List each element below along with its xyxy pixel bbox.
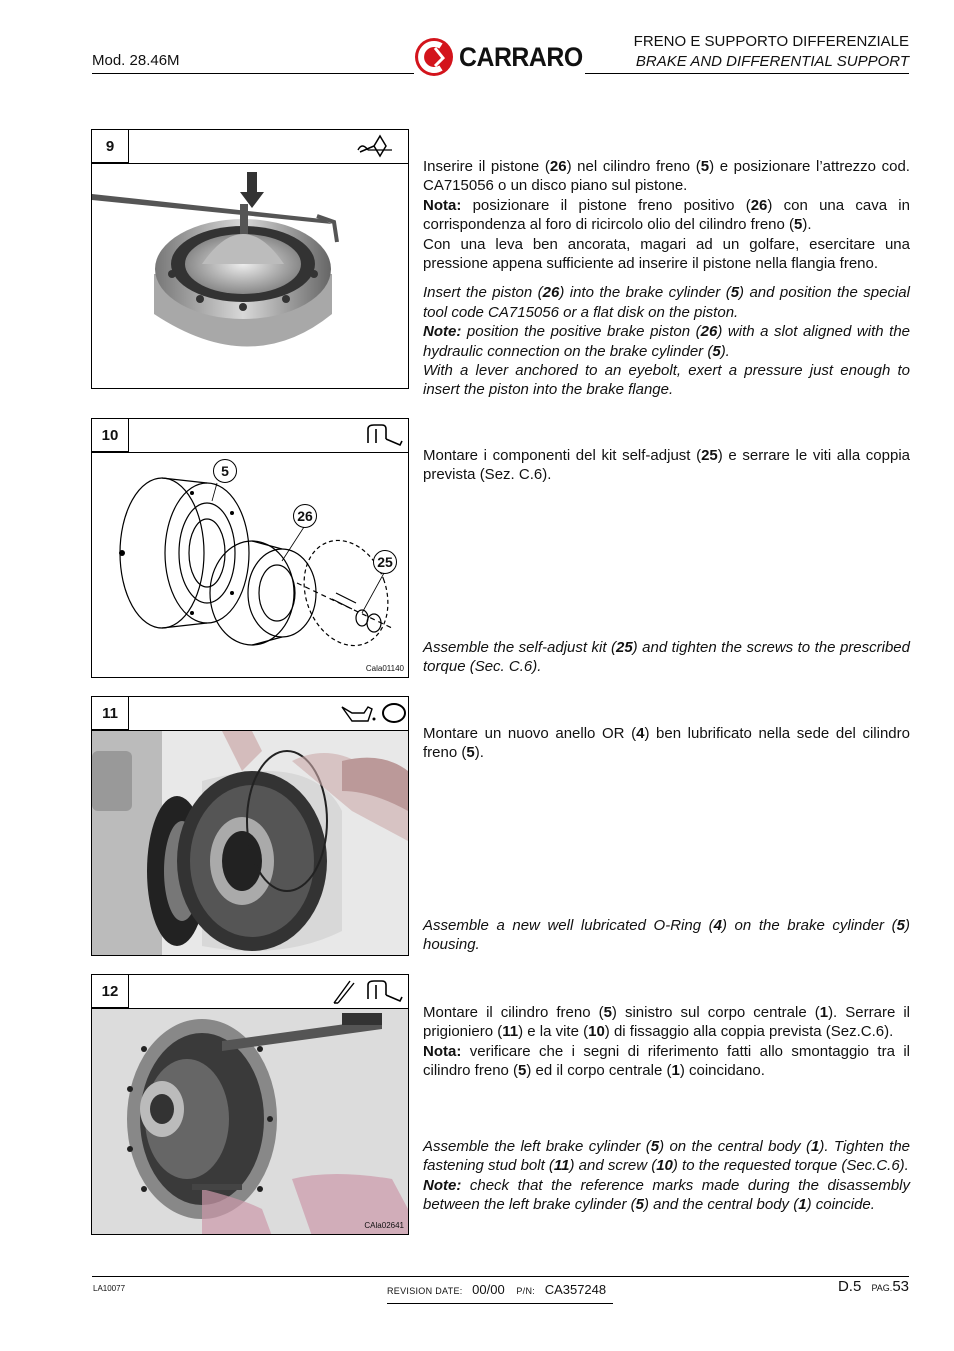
torque-wrench-icon (362, 421, 408, 451)
revision-value: 00/00 (472, 1282, 505, 1297)
step-11-text-en (423, 916, 910, 955)
brand-name: CARRARO (459, 42, 583, 72)
step-9-figure (91, 129, 409, 389)
page-label: PAG. (871, 1283, 893, 1293)
image-code: CAla02641 (364, 1221, 404, 1230)
step-9-en-2: Note: position the positive brake piston (26) with a slot aligned with the hydraulic connection on the brake cylinder (5). (423, 323, 910, 360)
screwdriver-icon (334, 981, 354, 1003)
revision-label: REVISION DATE: (387, 1286, 463, 1296)
brake-cylinder-photo (92, 164, 408, 388)
model-label: Mod. 28.46M (92, 52, 180, 69)
press-tool-icon (348, 132, 408, 162)
step-9-it-3: Con una leva ben ancorata, magari ad un golfare, esercitare una pressione appena sufficiente ad inserire il pistone nella flangia freno. (423, 235, 910, 273)
step-11-figure (91, 696, 409, 956)
callout-25: 25 (373, 550, 397, 574)
step-12-it-2: Nota: verificare che i segni di riferimento fatti allo smontaggio tra il cilindro freno (5) ed il corpo centrale (1) coincidano. (423, 1042, 910, 1080)
title-english: BRAKE AND DIFFERENTIAL SUPPORT (635, 53, 909, 70)
torque-wrench-icon (328, 977, 408, 1007)
step-10-figure (91, 418, 409, 678)
oil-can-icon (338, 699, 408, 729)
step-number: 10 (92, 419, 129, 452)
step-11-photo (92, 730, 408, 955)
header-rule-right (585, 73, 909, 74)
step-12-it-1: Montare il cilindro freno (5) sinistro sul corpo centrale (1). Serrare il prigioniero (11) e la vite (10) di fissaggio alla coppia prevista (Sez.C.6). (423, 1004, 910, 1041)
step-10-en-1: Assemble the self-adjust kit (25) and tighten the screws to the prescribed torque (Sec. C.6). (423, 639, 910, 676)
step-12-photo (92, 1008, 408, 1234)
step-9-it-1: Inserire il pistone (26) nel cilindro freno (5) e posizionare l’attrezzo cod. CA715056 o un disco piano sul pistone. (423, 158, 910, 195)
step-9-en-1: Insert the piston (26) into the brake cylinder (5) and position the special tool code CA715056 or a flat disk on the piston. (423, 284, 910, 321)
step-11-en-1: Assemble a new well lubricated O-Ring (4) on the brake cylinder (5) housing. (423, 917, 910, 954)
step-9-en-3: With a lever anchored to an eyebolt, exert a pressure just enough to insert the piston into the brake flange. (423, 362, 910, 399)
callout-26: 26 (293, 504, 317, 528)
image-code: Cala01140 (365, 664, 404, 673)
page-title (634, 32, 909, 72)
title-italian: FRENO E SUPPORTO DIFFERENZIALE (633, 33, 909, 50)
carraro-logo-icon (413, 36, 455, 78)
carraro-logo (413, 36, 593, 78)
footer-rule (92, 1276, 909, 1277)
step-12-figure (91, 974, 409, 1235)
pn-value: CA357248 (544, 1282, 607, 1297)
step-10-text-en (423, 638, 910, 677)
revision-rule (387, 1303, 613, 1304)
page-number (838, 1278, 909, 1295)
step-12-en-1: Assemble the left brake cylinder (5) on the central body (1). Tighten the fastening stud bolt (11) and screw (10) to the requested torque (Sec.C.6). (423, 1138, 911, 1175)
pn-label: P/N: (516, 1286, 536, 1296)
o-ring-assembly-photo (92, 731, 408, 955)
exploded-view-drawing (92, 453, 408, 677)
step-11-it-1: Montare un nuovo anello OR (4) ben lubrificato nella sede del cilindro freno (5). (423, 725, 910, 762)
step-10-drawing (92, 452, 408, 677)
revision-info (387, 1282, 606, 1297)
step-number: 12 (92, 975, 129, 1008)
header-rule-left (92, 73, 414, 74)
step-10-text-it (423, 446, 910, 485)
step-11-text-it (423, 724, 910, 763)
step-12-en-2: Note: check that the reference marks made during the disassembly between the left brake cylinder (5) and the central body (1) coincide. (423, 1176, 910, 1214)
section-number: D.5 (837, 1278, 862, 1295)
page-value: 53 (892, 1278, 909, 1295)
o-ring-icon (383, 704, 405, 722)
callout-5: 5 (213, 459, 237, 483)
step-9-photo (92, 163, 408, 388)
step-12-text-en (423, 1137, 910, 1215)
brake-cylinder-mounting-photo (92, 1009, 408, 1234)
step-number: 9 (92, 130, 129, 163)
step-12-text-it (423, 1003, 910, 1081)
step-9-it-2: Nota: posizionare il pistone freno positivo (26) con una cava in corrispondenza al foro di ricircolo olio del cilindro freno (5). (423, 196, 910, 234)
step-number: 11 (92, 697, 129, 730)
step-10-it-1: Montare i componenti del kit self-adjust (25) e serrare le viti alla coppia prevista (Sez. C.6). (423, 447, 910, 484)
footer-code: LA10077 (93, 1284, 126, 1293)
step-9-text (423, 157, 910, 400)
